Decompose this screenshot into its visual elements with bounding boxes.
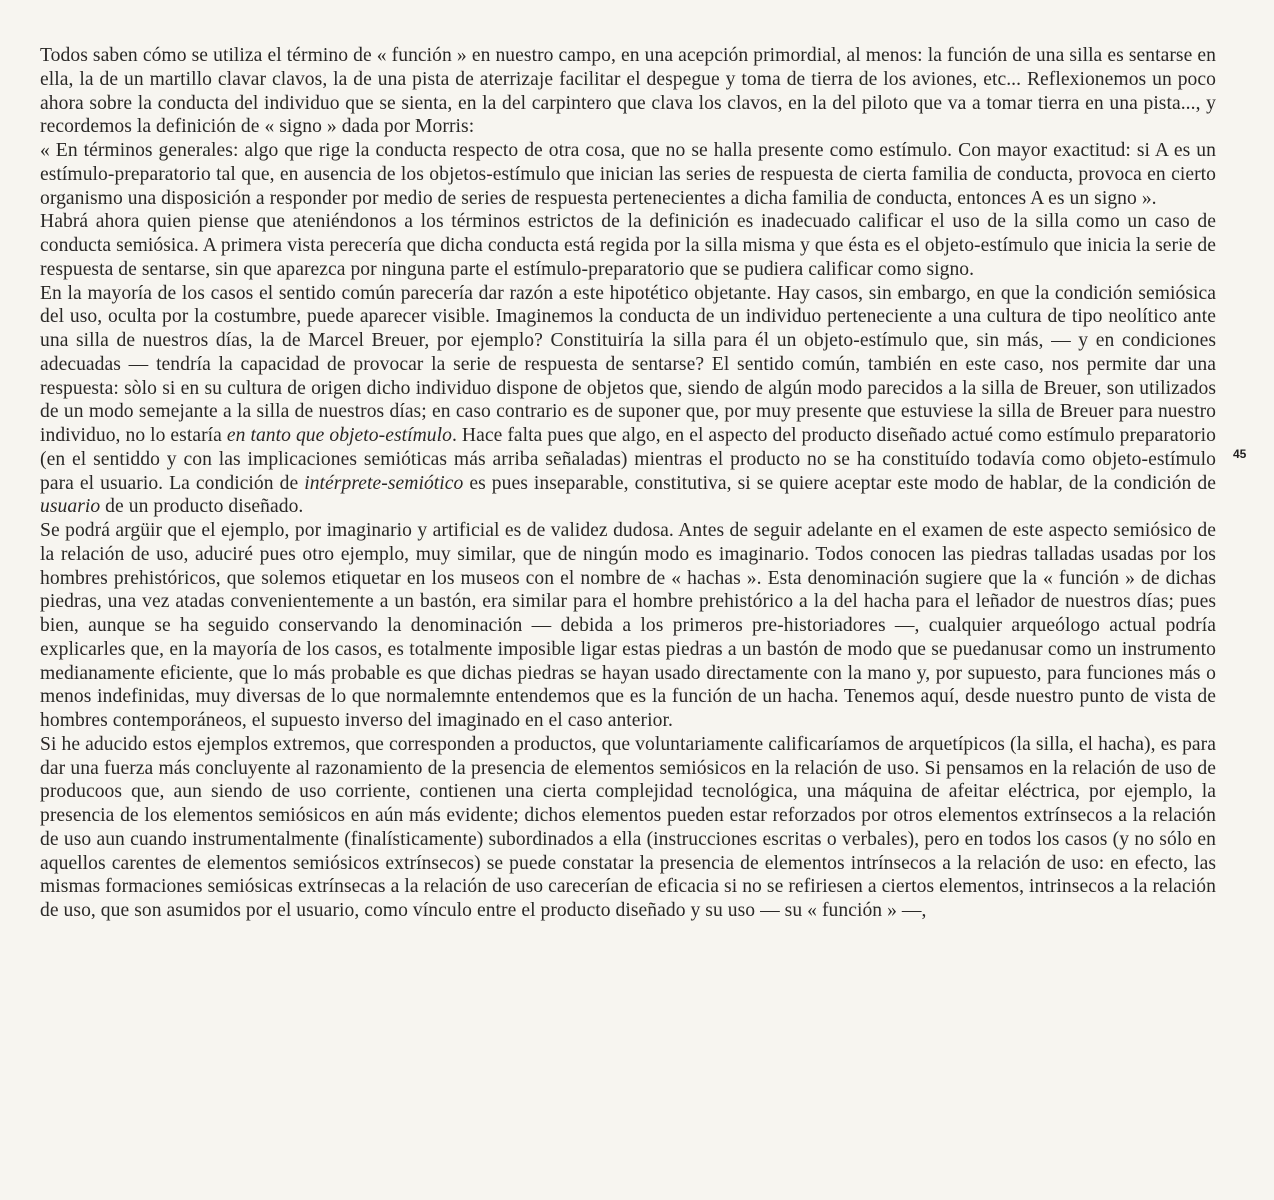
text-run: Si he aducido estos ejemplos extremos, que corresponden a productos, que voluntariamente calificaríamos de arquetípicos (la silla, el hacha), es para dar una fuerza más concluyente al razonamiento de la presencia de elementos semiósicos en la relación de uso. Si pensamos en la relación de uso de producoos que, aun siendo de uso corriente, contienen una cierta complejidad tecnológica, una máquina de afeitar eléctrica, por ejemplo, la presencia de los elementos semiósicos en aún más evidente; dichos elementos pueden estar reforzados por otros elementos extrínsecos a la relación de uso aun cuando instrumentalmente (finalísticamente) subordinados a ella (instrucciones escritas o verbales), pero en todos los casos (y no sólo en aquellos carentes de elementos semiósicos extrínsecos) se puede constatar la presencia de elementos intrínsecos a la relación de uso: en efecto, las mismas formaciones semiósicas extrínsecas a la relación de uso carecerían de eficacia si no se refiriesen a ciertos elementos, intrinsecos a la relación de uso, que son asumidos por el usuario, como vínculo entre el producto diseñado y su uso — su « función » —, — [40, 733, 1216, 921]
paragraph — [40, 44, 1216, 139]
text-run: . Hace falta pues que algo, en el aspecto del producto diseñado actué como estímulo preparatorio (en el sentiddo y con las implicaciones semióticas más arriba señaladas) mientras el producto no se ha constituído todavía como objeto-estímulo para el usuario. La condición de — [40, 425, 1216, 494]
italic-phrase: usuario — [40, 496, 101, 518]
text-run: En la mayoría de los casos el sentido común parecería dar razón a este hipotético objetante. Hay casos, sin embargo, en que la condición semiósica del uso, oculta por la costumbre, puede aparecer visible. Imaginemos la conducta de un individuo perteneciente a una cultura de tipo neolítico ante una silla de nuestros días, la de Marcel Breuer, por ejemplo? Constituiría la silla para él un objeto-estímulo que, sin más, — y en condiciones adecuadas — tendría la capacidad de provocar la serie de respuesta de sentarse? El sentido común, también en este caso, nos permite dar una respuesta: sòlo si en su cultura de origen dicho individuo dispone de objetos que, siendo de algún modo parecidos a la silla de Breuer, son utilizados de un modo semejante a la silla de nuestros días; en caso contrario es de suponer que, por muy presente que estuviese la silla de Breuer para nuestro individuo, no lo estaría — [40, 282, 1216, 446]
text-run: es pues inseparable, constitutiva, si se quiere aceptar este modo de hablar, de la condición de — [463, 472, 1216, 494]
page-number: 45 — [1233, 447, 1247, 461]
text-run: « En términos generales: algo que rige la conducta respecto de otra cosa, que no se halla presente como estímulo. Con mayor exactitud: si A es un estímulo-preparatorio tal que, en ausencia de los objetos-estímulo que inician las series de respuesta de cierta familia de conducta, provoca en cierto organismo una disposición a responder por medio de series de respuesta pertenecientes a dicha familia de conducta, entonces A es un signo ». — [40, 140, 1216, 209]
paragraph — [40, 282, 1216, 520]
paragraph — [40, 733, 1216, 923]
paragraph — [40, 139, 1216, 210]
italic-phrase: en tanto que objeto-estímulo — [226, 425, 452, 446]
paragraph — [40, 519, 1216, 733]
text-run: de un producto diseñado. — [100, 496, 304, 518]
text-run: Habrá ahora quien piense que ateniéndonos a los términos estrictos de la definición es inadecuado calificar el uso de la silla como un caso de conducta semiósica. A primera vista perecería que dicha conducta está regida por la silla misma y que ésta es el objeto-estímulo que inicia la serie de respuesta de sentarse, sin que aparezca por ninguna parte el estímulo-preparatorio que se pudiera calificar como signo. — [40, 211, 1216, 280]
body-text — [40, 44, 1216, 923]
text-run: Todos saben cómo se utiliza el término de « función » en nuestro campo, en una acepción primordial, al menos: la función de una silla es sentarse en ella, la de un martillo clavar clavos, la de una pista de aterrizaje facilitar el despegue y toma de tierra de los aviones, etc... Reflexionemos un poco ahora sobre la conducta del individuo que se sienta, en la del carpintero que clava los clavos, en la del piloto que va a tomar tierra en una pista..., y recordemos la definición de « signo » dada por Morris: — [40, 45, 1216, 138]
text-run: Se podrá argüir que el ejemplo, por imaginario y artificial es de validez dudosa. Antes de seguir adelante en el examen de este aspecto semiósico de la relación de uso, aduciré pues otro ejemplo, muy similar, que de ningún modo es imaginario. Todos conocen las piedras talladas usadas por los hombres prehistóricos, que solemos etiquetar en los museos con el nombre de « hachas ». Esta denominación sugiere que la « función » de dichas piedras, una vez atadas convenientemente a un bastón, era similar para el hombre prehistórico a la del hacha para el leñador de nuestros días; pues bien, aunque se ha seguido conservando la denominación — debida a los primeros pre-historiadores —, cualquier arqueólogo actual podría explicarles que, en la mayoría de los casos, es totalmente imposible ligar estas piedras a un bastón de modo que se puedanusar como un instrumento medianamente eficiente, que lo más probable es que dichas piedras se hayan usado directamente con la mano y, por supuesto, para funciones más o menos indefinidas, muy diversas de lo que normalemnte entendemos que es la función de un hacha. Tenemos aquí, desde nuestro punto de vista de hombres contemporáneos, el supuesto inverso del imaginado en el caso anterior. — [40, 520, 1216, 731]
italic-phrase: intérprete-semiótico — [304, 472, 464, 494]
paragraph — [40, 210, 1216, 281]
